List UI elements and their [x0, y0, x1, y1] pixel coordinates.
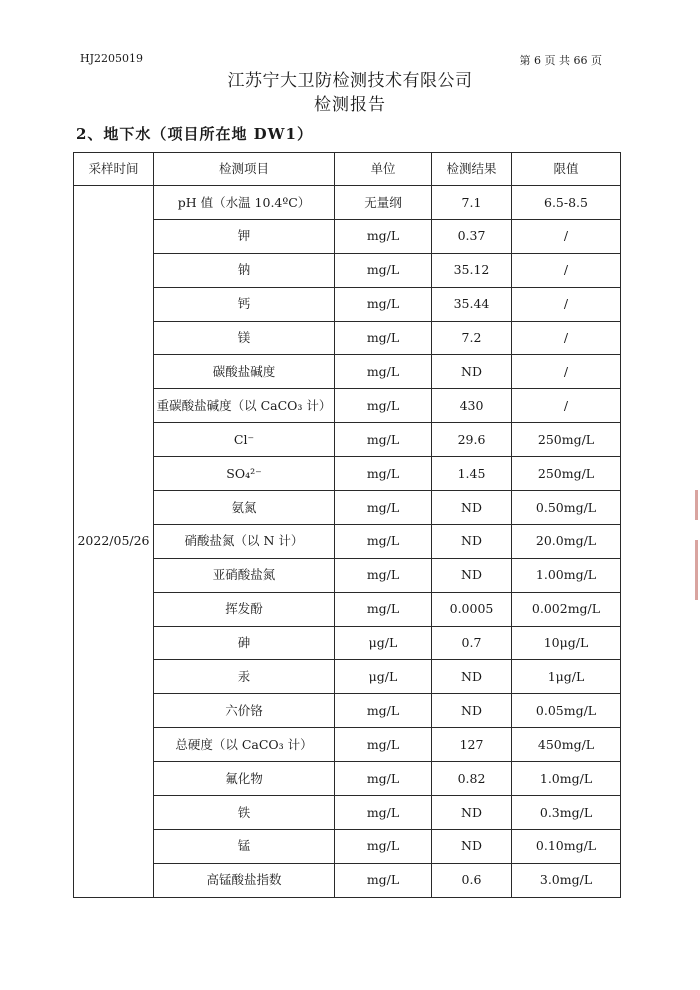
result-cell: 0.37 — [432, 219, 512, 253]
limit-cell: / — [512, 253, 621, 287]
table-row — [74, 457, 621, 491]
test-item-cell: 亚硝酸盐氮 — [154, 558, 335, 592]
test-item-cell: 砷 — [154, 626, 335, 660]
result-cell: 35.44 — [432, 287, 512, 321]
test-item-cell: Cl⁻ — [154, 423, 335, 457]
table-row — [74, 524, 621, 558]
limit-cell: 0.05mg/L — [512, 694, 621, 728]
result-cell: 0.6 — [432, 863, 512, 897]
header-test-item: 检测项目 — [154, 153, 335, 186]
table-row — [74, 321, 621, 355]
limit-cell: 3.0mg/L — [512, 863, 621, 897]
test-item-cell: 氨氮 — [154, 491, 335, 525]
test-item-cell: 氟化物 — [154, 762, 335, 796]
header-unit: 单位 — [335, 153, 432, 186]
table-row — [74, 355, 621, 389]
test-item-cell: 硝酸盐氮（以 N 计） — [154, 524, 335, 558]
limit-cell: 6.5-8.5 — [512, 186, 621, 220]
header-sampling-time: 采样时间 — [74, 153, 154, 186]
result-cell: 1.45 — [432, 457, 512, 491]
test-item-cell: 高锰酸盐指数 — [154, 863, 335, 897]
test-item-cell: 铁 — [154, 796, 335, 830]
result-cell: ND — [432, 558, 512, 592]
table-row — [74, 253, 621, 287]
result-cell: 7.1 — [432, 186, 512, 220]
result-cell: ND — [432, 524, 512, 558]
result-cell: 0.82 — [432, 762, 512, 796]
unit-cell: 无量纲 — [335, 186, 432, 220]
test-item-cell: 钾 — [154, 219, 335, 253]
unit-cell: mg/L — [335, 491, 432, 525]
test-item-cell: 镁 — [154, 321, 335, 355]
result-cell: 0.7 — [432, 626, 512, 660]
limit-cell: 450mg/L — [512, 728, 621, 762]
result-cell: ND — [432, 829, 512, 863]
test-item-cell: pH 值（水温 10.4ºC） — [154, 186, 335, 220]
page-number: 第 6 页 共 66 页 — [519, 54, 602, 67]
table-row — [74, 423, 621, 457]
result-cell: 430 — [432, 389, 512, 423]
table-row — [74, 287, 621, 321]
sampling-date-cell: 2022/05/26 — [74, 186, 154, 898]
table-header-row — [74, 153, 621, 186]
header-limit: 限值 — [512, 153, 621, 186]
unit-cell: mg/L — [335, 219, 432, 253]
section-title: 2、地下水（项目所在地 DW1） — [76, 125, 313, 143]
limit-cell: 0.3mg/L — [512, 796, 621, 830]
company-name: 江苏宁大卫防检测技术有限公司 — [227, 71, 473, 91]
table-row — [74, 728, 621, 762]
test-item-cell: SO₄²⁻ — [154, 457, 335, 491]
scan-mark — [695, 490, 698, 520]
limit-cell: 250mg/L — [512, 423, 621, 457]
test-item-cell: 总硬度（以 CaCO₃ 计） — [154, 728, 335, 762]
unit-cell: mg/L — [335, 253, 432, 287]
table-row — [74, 694, 621, 728]
limit-cell: 10μg/L — [512, 626, 621, 660]
result-cell: 127 — [432, 728, 512, 762]
test-item-cell: 钙 — [154, 287, 335, 321]
unit-cell: mg/L — [335, 558, 432, 592]
scan-mark — [695, 540, 698, 600]
limit-cell: 1.00mg/L — [512, 558, 621, 592]
table-row — [74, 863, 621, 897]
table-row — [74, 491, 621, 525]
table-row — [74, 389, 621, 423]
result-cell: 7.2 — [432, 321, 512, 355]
unit-cell: mg/L — [335, 524, 432, 558]
limit-cell: 250mg/L — [512, 457, 621, 491]
unit-cell: mg/L — [335, 355, 432, 389]
document-id: HJ2205019 — [80, 52, 143, 65]
test-item-cell: 钠 — [154, 253, 335, 287]
table-row — [74, 592, 621, 626]
result-cell: ND — [432, 694, 512, 728]
limit-cell: / — [512, 287, 621, 321]
result-cell: ND — [432, 660, 512, 694]
result-cell: ND — [432, 491, 512, 525]
limit-cell: / — [512, 219, 621, 253]
header-result: 检测结果 — [432, 153, 512, 186]
table-row — [74, 660, 621, 694]
table-row — [74, 558, 621, 592]
unit-cell: mg/L — [335, 457, 432, 491]
limit-cell: / — [512, 355, 621, 389]
unit-cell: mg/L — [335, 694, 432, 728]
unit-cell: mg/L — [335, 389, 432, 423]
unit-cell: mg/L — [335, 863, 432, 897]
results-table — [73, 152, 621, 898]
table-row — [74, 186, 621, 220]
unit-cell: μg/L — [335, 626, 432, 660]
result-cell: ND — [432, 796, 512, 830]
test-item-cell: 汞 — [154, 660, 335, 694]
unit-cell: mg/L — [335, 287, 432, 321]
unit-cell: mg/L — [335, 423, 432, 457]
limit-cell: 20.0mg/L — [512, 524, 621, 558]
result-cell: 35.12 — [432, 253, 512, 287]
test-item-cell: 六价铬 — [154, 694, 335, 728]
test-item-cell: 碳酸盐碱度 — [154, 355, 335, 389]
limit-cell: 0.002mg/L — [512, 592, 621, 626]
limit-cell: 0.50mg/L — [512, 491, 621, 525]
limit-cell: 1.0mg/L — [512, 762, 621, 796]
limit-cell: 1μg/L — [512, 660, 621, 694]
unit-cell: mg/L — [335, 728, 432, 762]
result-cell: ND — [432, 355, 512, 389]
result-cell: 29.6 — [432, 423, 512, 457]
report-title: 检测报告 — [314, 95, 386, 115]
test-item-cell: 锰 — [154, 829, 335, 863]
table-row — [74, 829, 621, 863]
result-cell: 0.0005 — [432, 592, 512, 626]
unit-cell: mg/L — [335, 829, 432, 863]
limit-cell: / — [512, 321, 621, 355]
test-item-cell: 重碳酸盐碱度（以 CaCO₃ 计） — [154, 389, 335, 423]
limit-cell: / — [512, 389, 621, 423]
test-item-cell: 挥发酚 — [154, 592, 335, 626]
unit-cell: mg/L — [335, 592, 432, 626]
limit-cell: 0.10mg/L — [512, 829, 621, 863]
unit-cell: μg/L — [335, 660, 432, 694]
unit-cell: mg/L — [335, 796, 432, 830]
table-row — [74, 219, 621, 253]
unit-cell: mg/L — [335, 321, 432, 355]
table-row — [74, 796, 621, 830]
unit-cell: mg/L — [335, 762, 432, 796]
table-row — [74, 762, 621, 796]
table-row — [74, 626, 621, 660]
